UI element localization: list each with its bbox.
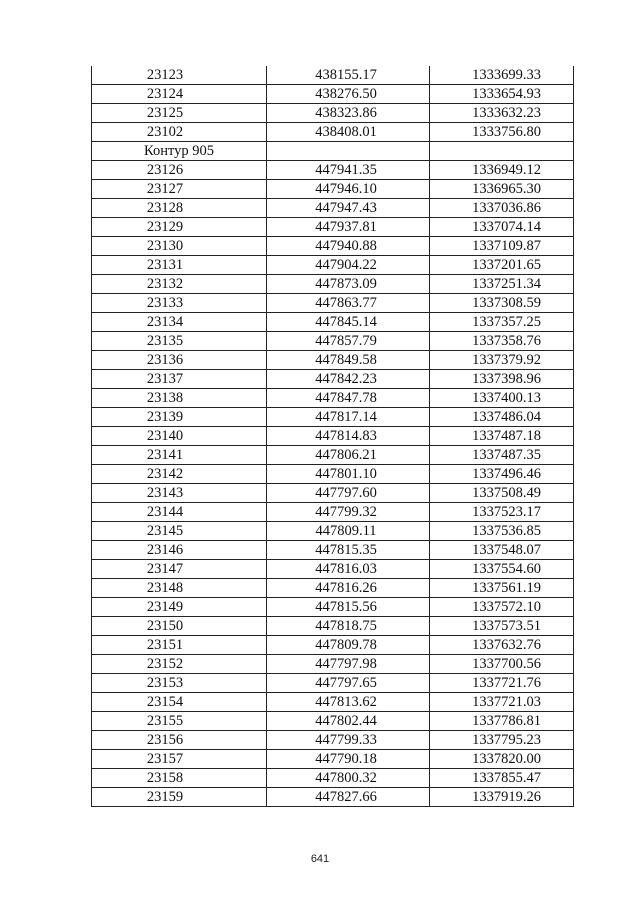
- table-row: [92, 313, 574, 332]
- point-id-cell: 23143: [92, 484, 267, 503]
- empty-cell: [267, 142, 430, 161]
- point-id-cell: 23155: [92, 712, 267, 731]
- table-row: [92, 218, 574, 237]
- point-id-cell: 23124: [92, 85, 267, 104]
- x-coordinate-cell: 447873.09: [267, 275, 430, 294]
- y-coordinate-cell: 1333756.80: [430, 123, 574, 142]
- table-row: [92, 85, 574, 104]
- table-row: [92, 66, 574, 85]
- table-row: [92, 199, 574, 218]
- y-coordinate-cell: 1337855.47: [430, 769, 574, 788]
- y-coordinate-cell: 1337786.81: [430, 712, 574, 731]
- contour-header-row: [92, 142, 574, 161]
- x-coordinate-cell: 447946.10: [267, 180, 430, 199]
- y-coordinate-cell: 1336949.12: [430, 161, 574, 180]
- table-row: [92, 389, 574, 408]
- point-id-cell: 23141: [92, 446, 267, 465]
- table-row: [92, 104, 574, 123]
- point-id-cell: 23131: [92, 256, 267, 275]
- point-id-cell: 23154: [92, 693, 267, 712]
- y-coordinate-cell: 1337700.56: [430, 655, 574, 674]
- point-id-cell: 23144: [92, 503, 267, 522]
- x-coordinate-cell: 447809.11: [267, 522, 430, 541]
- table-row: [92, 351, 574, 370]
- y-coordinate-cell: 1337721.76: [430, 674, 574, 693]
- x-coordinate-cell: 447799.33: [267, 731, 430, 750]
- point-id-cell: 23148: [92, 579, 267, 598]
- table-row: [92, 446, 574, 465]
- x-coordinate-cell: 447849.58: [267, 351, 430, 370]
- table-row: [92, 427, 574, 446]
- table-row: [92, 161, 574, 180]
- table-row: [92, 408, 574, 427]
- x-coordinate-cell: 447827.66: [267, 788, 430, 807]
- x-coordinate-cell: 447790.18: [267, 750, 430, 769]
- x-coordinate-cell: 447940.88: [267, 237, 430, 256]
- point-id-cell: 23125: [92, 104, 267, 123]
- y-coordinate-cell: 1337554.60: [430, 560, 574, 579]
- point-id-cell: 23157: [92, 750, 267, 769]
- x-coordinate-cell: 447816.03: [267, 560, 430, 579]
- table-row: [92, 484, 574, 503]
- point-id-cell: 23158: [92, 769, 267, 788]
- x-coordinate-cell: 447797.60: [267, 484, 430, 503]
- point-id-cell: 23140: [92, 427, 267, 446]
- empty-cell: [430, 142, 574, 161]
- table-row: [92, 522, 574, 541]
- y-coordinate-cell: 1337496.46: [430, 465, 574, 484]
- x-coordinate-cell: 447802.44: [267, 712, 430, 731]
- point-id-cell: 23128: [92, 199, 267, 218]
- x-coordinate-cell: 447818.75: [267, 617, 430, 636]
- x-coordinate-cell: 447809.78: [267, 636, 430, 655]
- page-number: 641: [310, 853, 330, 865]
- x-coordinate-cell: 447857.79: [267, 332, 430, 351]
- x-coordinate-cell: 447797.98: [267, 655, 430, 674]
- point-id-cell: 23145: [92, 522, 267, 541]
- point-id-cell: 23135: [92, 332, 267, 351]
- table-row: [92, 370, 574, 389]
- point-id-cell: 23130: [92, 237, 267, 256]
- y-coordinate-cell: 1337487.35: [430, 446, 574, 465]
- point-id-cell: 23138: [92, 389, 267, 408]
- table-row: [92, 560, 574, 579]
- y-coordinate-cell: 1337398.96: [430, 370, 574, 389]
- coordinates-table-body: [92, 66, 574, 807]
- point-id-cell: 23151: [92, 636, 267, 655]
- y-coordinate-cell: 1337820.00: [430, 750, 574, 769]
- y-coordinate-cell: 1337632.76: [430, 636, 574, 655]
- y-coordinate-cell: 1337561.19: [430, 579, 574, 598]
- x-coordinate-cell: 438155.17: [267, 66, 430, 85]
- table-row: [92, 180, 574, 199]
- x-coordinate-cell: 447845.14: [267, 313, 430, 332]
- point-id-cell: 23149: [92, 598, 267, 617]
- point-id-cell: 23137: [92, 370, 267, 389]
- point-id-cell: 23133: [92, 294, 267, 313]
- table-row: [92, 731, 574, 750]
- y-coordinate-cell: 1337721.03: [430, 693, 574, 712]
- point-id-cell: 23153: [92, 674, 267, 693]
- x-coordinate-cell: 447816.26: [267, 579, 430, 598]
- y-coordinate-cell: 1337358.76: [430, 332, 574, 351]
- point-id-cell: 23136: [92, 351, 267, 370]
- x-coordinate-cell: 447801.10: [267, 465, 430, 484]
- x-coordinate-cell: 447941.35: [267, 161, 430, 180]
- point-id-cell: 23127: [92, 180, 267, 199]
- y-coordinate-cell: 1333699.33: [430, 66, 574, 85]
- y-coordinate-cell: 1336965.30: [430, 180, 574, 199]
- x-coordinate-cell: 447799.32: [267, 503, 430, 522]
- y-coordinate-cell: 1337109.87: [430, 237, 574, 256]
- y-coordinate-cell: 1337357.25: [430, 313, 574, 332]
- x-coordinate-cell: 447947.43: [267, 199, 430, 218]
- point-id-cell: 23139: [92, 408, 267, 427]
- x-coordinate-cell: 447815.35: [267, 541, 430, 560]
- table-row: [92, 712, 574, 731]
- y-coordinate-cell: 1337548.07: [430, 541, 574, 560]
- y-coordinate-cell: 1337036.86: [430, 199, 574, 218]
- y-coordinate-cell: 1337523.17: [430, 503, 574, 522]
- table-row: [92, 123, 574, 142]
- y-coordinate-cell: 1337487.18: [430, 427, 574, 446]
- x-coordinate-cell: 447806.21: [267, 446, 430, 465]
- table-row: [92, 655, 574, 674]
- coordinates-table: [91, 66, 574, 807]
- point-id-cell: 23147: [92, 560, 267, 579]
- y-coordinate-cell: 1337508.49: [430, 484, 574, 503]
- x-coordinate-cell: 447815.56: [267, 598, 430, 617]
- point-id-cell: 23129: [92, 218, 267, 237]
- y-coordinate-cell: 1337251.34: [430, 275, 574, 294]
- table-row: [92, 693, 574, 712]
- table-row: [92, 275, 574, 294]
- table-row: [92, 788, 574, 807]
- table-row: [92, 256, 574, 275]
- point-id-cell: 23152: [92, 655, 267, 674]
- table-row: [92, 465, 574, 484]
- point-id-cell: 23146: [92, 541, 267, 560]
- contour-label: Контур 905: [92, 142, 267, 161]
- y-coordinate-cell: 1337573.51: [430, 617, 574, 636]
- y-coordinate-cell: 1333632.23: [430, 104, 574, 123]
- x-coordinate-cell: 447847.78: [267, 389, 430, 408]
- x-coordinate-cell: 447817.14: [267, 408, 430, 427]
- x-coordinate-cell: 447937.81: [267, 218, 430, 237]
- table-row: [92, 674, 574, 693]
- y-coordinate-cell: 1337379.92: [430, 351, 574, 370]
- y-coordinate-cell: 1337201.65: [430, 256, 574, 275]
- point-id-cell: 23123: [92, 66, 267, 85]
- point-id-cell: 23102: [92, 123, 267, 142]
- table-row: [92, 237, 574, 256]
- x-coordinate-cell: 447904.22: [267, 256, 430, 275]
- table-row: [92, 541, 574, 560]
- y-coordinate-cell: 1337308.59: [430, 294, 574, 313]
- y-coordinate-cell: 1337486.04: [430, 408, 574, 427]
- x-coordinate-cell: 447813.62: [267, 693, 430, 712]
- x-coordinate-cell: 447863.77: [267, 294, 430, 313]
- point-id-cell: 23132: [92, 275, 267, 294]
- y-coordinate-cell: 1337795.23: [430, 731, 574, 750]
- point-id-cell: 23159: [92, 788, 267, 807]
- table-row: [92, 503, 574, 522]
- table-row: [92, 294, 574, 313]
- table-row: [92, 332, 574, 351]
- table-row: [92, 769, 574, 788]
- x-coordinate-cell: 447814.83: [267, 427, 430, 446]
- table-row: [92, 579, 574, 598]
- y-coordinate-cell: 1333654.93: [430, 85, 574, 104]
- table-row: [92, 750, 574, 769]
- y-coordinate-cell: 1337572.10: [430, 598, 574, 617]
- point-id-cell: 23134: [92, 313, 267, 332]
- x-coordinate-cell: 447842.23: [267, 370, 430, 389]
- table-row: [92, 617, 574, 636]
- point-id-cell: 23126: [92, 161, 267, 180]
- x-coordinate-cell: 447800.32: [267, 769, 430, 788]
- y-coordinate-cell: 1337400.13: [430, 389, 574, 408]
- y-coordinate-cell: 1337074.14: [430, 218, 574, 237]
- point-id-cell: 23142: [92, 465, 267, 484]
- y-coordinate-cell: 1337919.26: [430, 788, 574, 807]
- y-coordinate-cell: 1337536.85: [430, 522, 574, 541]
- x-coordinate-cell: 447797.65: [267, 674, 430, 693]
- point-id-cell: 23156: [92, 731, 267, 750]
- table-row: [92, 636, 574, 655]
- table-row: [92, 598, 574, 617]
- x-coordinate-cell: 438323.86: [267, 104, 430, 123]
- x-coordinate-cell: 438408.01: [267, 123, 430, 142]
- point-id-cell: 23150: [92, 617, 267, 636]
- x-coordinate-cell: 438276.50: [267, 85, 430, 104]
